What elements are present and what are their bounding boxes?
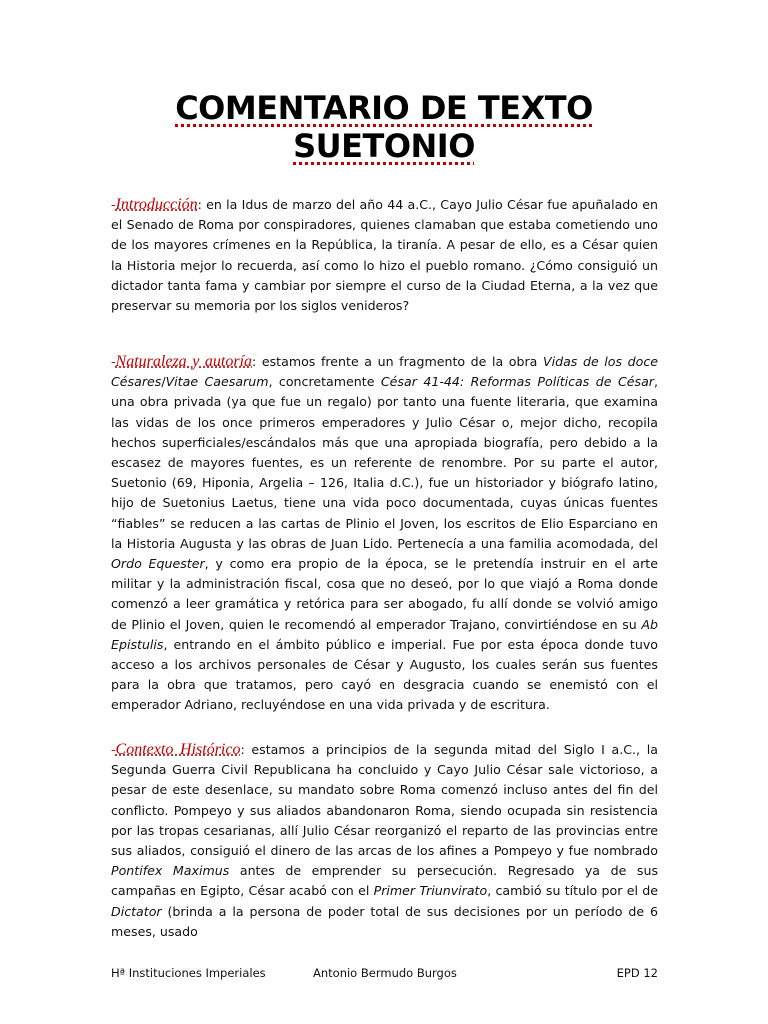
section-text: , una obra privada (ya que fue un regalo) por tanto una fuente literaria, que examina las vidas de los once primeros emperadores y Julio César o, mejor dicho, recopila hechos superficiales/escándalos más que una apropiada biografía, pero debido a la escasez de mayores fuentes, es un referente de renombre. Por su parte el autor, Suetonio (69, Hiponia, Argelia – 126, Italia d.C.), fue un historiador y biógrafo latino, hijo de Suetonius Laetus, tiene una vida poco documentada, cuyas únicas fuentes “fiables” se reducen a las cartas de Plinio el Joven, los escritos de Elio Esparciano en la Historia Augusta y las obras de Juan Lido. Pertenecía a una familia acomodada, del — [111, 374, 658, 551]
section-text: antes de emprender su persecución. Regresado ya de sus campañas en Egipto, César acabó con el — [111, 863, 659, 899]
footer-author: Antonio Bermudo Burgos — [313, 966, 457, 980]
document-title-line-2 — [0, 127, 768, 165]
section-heading-introduccion: Introducción — [115, 196, 198, 213]
section-naturaleza-autoria — [111, 352, 658, 716]
section-introduccion — [111, 195, 658, 316]
section-text: : en la Idus de marzo del año 44 a.C., Cayo Julio César fue apuñalado en el Senado de Roma por conspiradores, quienes clamaban que estaba cometiendo uno de los mayores crímenes en la República, la tiranía. A pesar de ello, es a César quien la Historia mejor lo recuerda, así como lo hizo el pueblo romano. ¿Cómo consiguió un dictador tanta fama y cambiar por siempre el curso de la Ciudad Eterna, a la vez que preservar su memoria por los siglos venideros? — [111, 197, 658, 314]
section-contexto-historico — [111, 740, 658, 942]
italic-text: Dictator — [111, 903, 162, 919]
title-text-1: COMENTARIO DE TEXTO — [175, 89, 593, 127]
section-text: , concretamente — [268, 374, 381, 390]
italic-text: Ordo Equester — [111, 556, 205, 572]
section-dash: - — [111, 354, 116, 369]
section-heading-contexto: Contexto Histórico — [115, 741, 241, 758]
page-footer — [111, 966, 658, 984]
footer-course: Hª Instituciones Imperiales — [111, 966, 266, 980]
section-text: , y como era propio de la época, se le pretendía instruir en el arte militar y la administración fiscal, cosa que no deseó, por lo que viajó a Roma donde comenzó a leer gramática y retórica para ser abogado, fu allí donde se volvió amigo de Plinio el Joven, quien le recomendó al emperador Trajano, convirtiéndose en su — [111, 556, 658, 632]
italic-text: Pontifex Maximus — [111, 863, 230, 879]
section-text: : estamos frente a un fragmento de la obra — [252, 354, 543, 369]
italic-text: César 41-44: Reformas Políticas de César — [380, 374, 654, 390]
section-heading-naturaleza: Naturaleza y autoría — [115, 353, 253, 370]
section-text: , entrando en el ámbito público e imperial. Fue por esta época donde tuvo acceso a los archivos personales de César y Augusto, los cuales serán sus fuentes para la obra que tratamos, pero cayó en desgracia cuando se enemistó con el emperador Adriano, recluyéndose en una vida privada y de escritura. — [111, 636, 658, 713]
italic-text: Vitae Caesarum — [165, 374, 269, 390]
section-text: (brinda a la persona de poder total de sus decisiones por un período de 6 meses, usado — [111, 903, 658, 939]
section-text: , cambió su título por el de — [487, 883, 658, 899]
footer-code: EPD 12 — [616, 966, 658, 980]
italic-text: Vidas de los doce Césares — [111, 354, 658, 390]
section-text: : estamos a principios de la segunda mitad del Siglo I a.C., la Segunda Guerra Civil Republicana ha concluido y Cayo Julio César sale victorioso, a pesar de este desenlace, su mandato sobre Roma comenzó incluso antes del fin del conflicto. Pompeyo y sus aliados abandonaron Roma, siendo ocupada sin resistencia por las tropas cesarianas, allí Julio César reorganizó el reparto de las provincias entre sus aliados, consiguió el dinero de las arcas de los afines a Pompeyo y fue nombrado — [111, 742, 658, 859]
italic-text: Primer Triunvirato — [373, 883, 488, 899]
section-dash: - — [111, 742, 116, 757]
section-dash: - — [111, 197, 116, 212]
document-title-line-1 — [0, 89, 768, 127]
section-text: / — [161, 374, 166, 390]
title-text-2: SUETONIO — [293, 127, 475, 165]
italic-text: Ab Epistulis — [111, 616, 658, 652]
